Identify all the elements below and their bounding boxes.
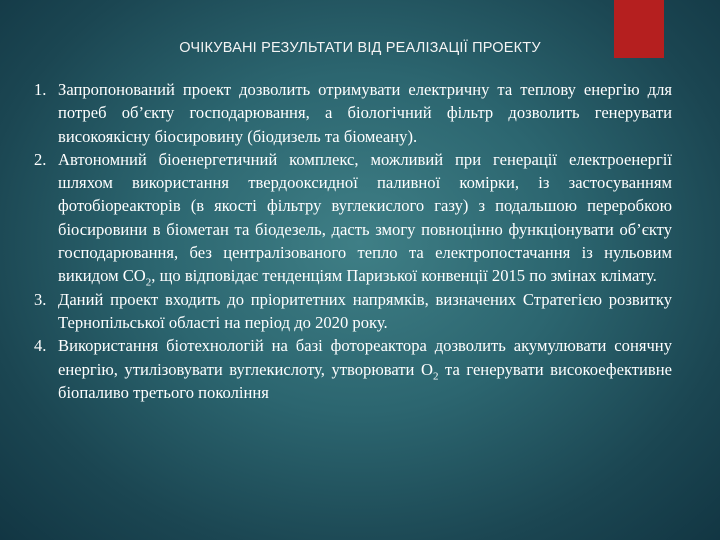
subscript: 2 <box>145 276 152 289</box>
item-text-part: , що відповідає тенденціям Паризької конвенції 2015 по змінах клімату. <box>151 266 657 286</box>
subscript: 2 <box>432 369 439 382</box>
results-list <box>34 78 672 404</box>
item-text: Запропонований проект дозволить отримувати електричну та теплову енергію для потреб об’єкту господарювання, а біологічний фільтр дозволить генерувати високоякісну біосировину (біодизель та біомеану). <box>58 80 672 146</box>
list-item <box>34 148 672 288</box>
item-text <box>58 334 672 404</box>
item-text: Даний проект входить до пріоритетних напрямків, визначених Стратегією розвитку Тернопільської області на період до 2020 року. <box>58 289 672 332</box>
list-item <box>34 78 672 148</box>
list-item <box>34 334 672 404</box>
item-number: 4. <box>34 336 47 356</box>
list-item <box>34 288 672 335</box>
item-text-part: Автономний біоенергетичний комплекс, можливий при генерації електроенергії шляхом використання твердооксидної паливної комірки, із застосуванням фотобіореакторів (в якості фільтру вуглекислого газу) з подальшою переробкою біосировини в біометан та біодезель, дасть змогу повноцінно функціонувати об’єкту господарювання, без централізованого тепло та електропостачання із нульовим викидом СО <box>58 149 672 286</box>
item-text <box>58 148 672 288</box>
item-number: 3. <box>34 289 47 309</box>
item-text-part: Використання біотехнологій на базі фотореактора дозволить акумулювати сонячну енергію, утилізовувати вуглекислоту, утворювати О <box>58 336 672 379</box>
item-text-part: та генерувати високоефективне біопаливо третього покоління <box>58 359 672 402</box>
slide-title: ОЧІКУВАНІ РЕЗУЛЬТАТИ ВІД РЕАЛІЗАЦІЇ ПРОЕКТУ <box>179 40 541 56</box>
item-number: 1. <box>34 80 47 99</box>
item-number: 2. <box>34 149 47 169</box>
